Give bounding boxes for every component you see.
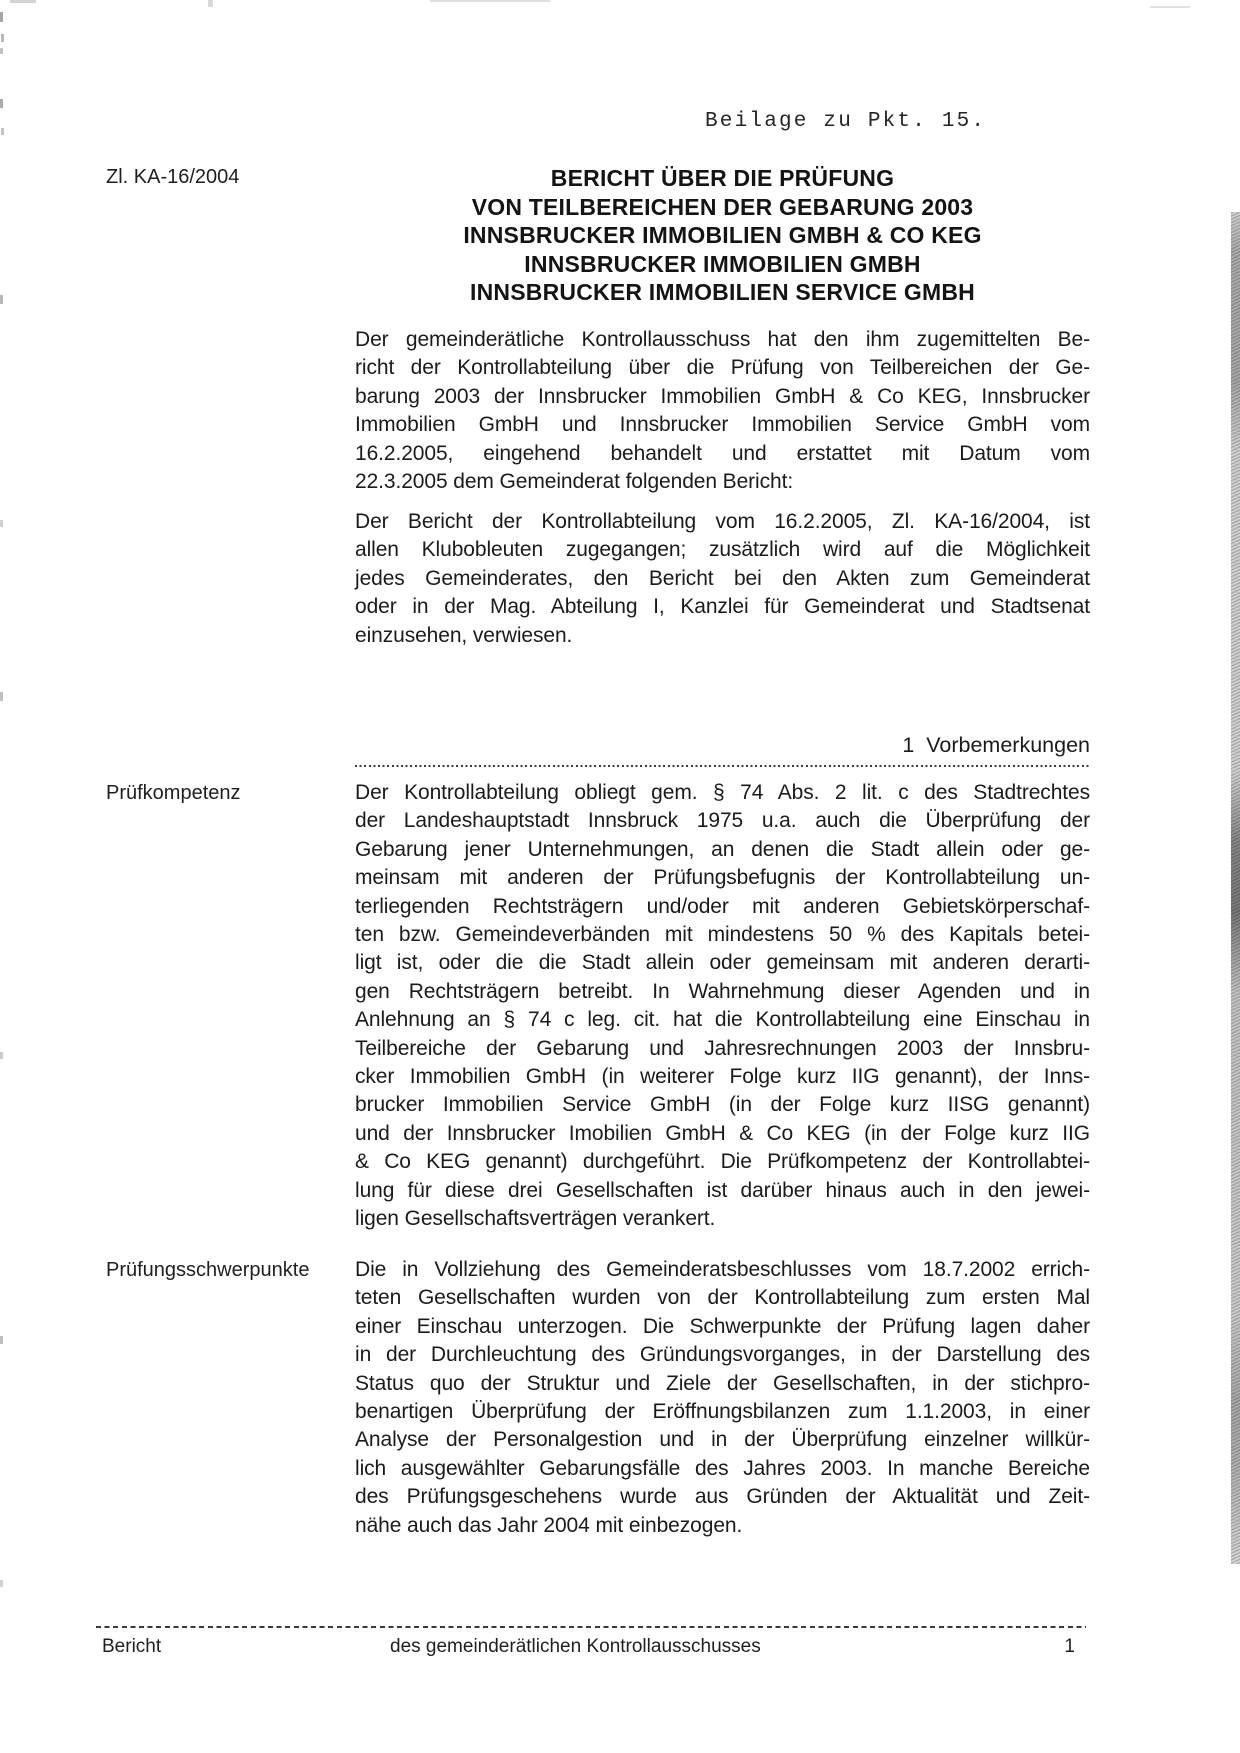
text-line: INNSBRUCKER IMMOBILIEN SERVICE GMBH [470, 279, 975, 305]
text-line: cker Immobilien GmbH (in weiterer Folge kurz IIG genannt), der Inns- [355, 1065, 1090, 1089]
scan-artifact [10, 0, 36, 3]
text-line: und der Innsbrucker Imobilien GmbH & Co KEG (in der Folge kurz IIG [355, 1121, 1090, 1145]
text-line: Der Kontrollabteilung obliegt gem. § 74 Abs. 2 lit. c des Stadtrechtes [355, 781, 1090, 804]
reference-number: Zl. KA-16/2004 [106, 166, 240, 188]
text-line: Analyse der Personalgestion und in der Überprüfung einzelner willkür- [355, 1428, 1090, 1452]
margin-label-pruefungsschwerpunkte: Prüfungsschwerpunkte [106, 1259, 310, 1281]
text-line: ligen Gesellschaftsverträgen verankert. [355, 1207, 716, 1231]
scan-edge-band [1231, 212, 1240, 1564]
scan-artifact [1, 34, 4, 42]
text-line: INNSBRUCKER IMMOBILIEN GMBH [524, 250, 921, 277]
text-line: Anlehnung an § 74 c leg. cit. hat die Kontrollabteilung eine Einschau in [355, 1008, 1090, 1032]
text-line: oder in der Mag. Abteilung I, Kanzlei für Gemeinderat und Stadtsenat [355, 595, 1090, 619]
text-line: VON TEILBEREICHEN DER GEBARUNG 2003 [471, 193, 974, 220]
scan-artifact [0, 520, 3, 527]
text-line: benartigen Überprüfung der Eröffnungsbilanzen zum 1.1.2003, in einer [355, 1400, 1090, 1424]
text-line: ligt ist, oder die die Stadt allein oder gemeinsam mit anderen derarti- [355, 951, 1090, 975]
text-line: Teilbereiche der Gebarung und Jahresrechnungen 2003 der Innsbru- [355, 1036, 1090, 1060]
scan-artifact [0, 1580, 3, 1587]
text-line: brucker Immobilien Service GmbH (in der Folge kurz IISG genannt) [355, 1093, 1090, 1117]
footer-page-number: 1 [1064, 1636, 1075, 1657]
text-line: Gebarung jener Unternehmungen, an denen die Stadt allein oder ge- [355, 837, 1090, 861]
text-line: 22.3.2005 dem Gemeinderat folgenden Bericht: [355, 470, 794, 494]
text-line: des Prüfungsgeschehens wurde aus Gründen der Aktualität und Zeit- [355, 1485, 1090, 1509]
text-line: Der Bericht der Kontrollabteilung vom 16.2.2005, Zl. KA-16/2004, ist [355, 510, 1090, 533]
text-line: einzusehen, verwiesen. [355, 623, 573, 647]
scan-artifact [0, 12, 3, 22]
text-line: in der Durchleuchtung des Gründungsvorganges, in der Darstellung des [355, 1343, 1090, 1367]
footer-rule [96, 1626, 1086, 1628]
section-paragraph-pruefungsschwerpunkte [355, 1256, 1090, 1540]
text-line: richt der Kontrollabteilung über die Prüfung von Teilbereichen der Ge- [355, 356, 1090, 380]
text-line: Immobilien GmbH und Innsbrucker Immobilien Service GmbH vom [355, 413, 1090, 437]
text-line: Status quo der Struktur und Ziele der Gesellschaften, in der stichpro- [355, 1371, 1090, 1395]
scan-artifact [0, 1052, 3, 1059]
text-line: meinsam mit anderen der Prüfungsbefugnis der Kontrollabteilung un- [355, 866, 1090, 890]
text-line: lich ausgewählter Gebarungsfälle des Jahres 2003. In manche Bereiche [355, 1456, 1090, 1480]
text-line: gen Rechtsträgern betreibt. In Wahrnehmung dieser Agenden und in [355, 979, 1090, 1003]
text-line: Der gemeinderätliche Kontrollausschuss hat den ihm zugemittelten Be- [355, 328, 1090, 351]
text-line: einer Einschau unterzogen. Die Schwerpunkte der Prüfung lagen daher [355, 1314, 1090, 1338]
text-line: lung für diese drei Gesellschaften ist darüber hinaus auch in den jewei- [355, 1178, 1090, 1202]
scan-artifact [208, 0, 213, 7]
scan-artifact [0, 48, 3, 54]
intro-paragraph-2 [355, 508, 1090, 650]
intro-paragraph-1 [355, 326, 1090, 496]
section-heading: 1 Vorbemerkungen [902, 733, 1090, 757]
section-heading-rule [355, 765, 1090, 767]
text-line: 16.2.2005, eingehend behandelt und erstattet mit Datum vom [355, 441, 1090, 465]
text-line: allen Klubobleuten zugegangen; zusätzlich wird auf die Möglichkeit [355, 538, 1090, 562]
scan-artifact [1, 128, 4, 135]
text-line: Die in Vollziehung des Gemeinderatsbeschlusses vom 18.7.2002 errich- [355, 1258, 1090, 1281]
report-title [355, 164, 1090, 307]
footer-center: des gemeinderätlichen Kontrollausschusses [390, 1636, 761, 1657]
scan-artifact [430, 0, 550, 2]
scan-artifact [0, 692, 3, 701]
footer-left: Bericht [102, 1636, 162, 1657]
text-line: INNSBRUCKER IMMOBILIEN GMBH & CO KEG [463, 222, 982, 248]
scan-artifact [1150, 6, 1190, 8]
text-line: der Landeshauptstadt Innsbruck 1975 u.a. auch die Überprüfung der [355, 809, 1090, 833]
text-line: teten Gesellschaften wurden von der Kontrollabteilung zum ersten Mal [355, 1286, 1090, 1310]
scan-artifact [0, 295, 3, 304]
text-line: & Co KEG genannt) durchgeführt. Die Prüfkompetenz der Kontrollabtei- [355, 1150, 1090, 1174]
section-paragraph-pruefkompetenz [355, 779, 1090, 1234]
text-line: barung 2003 der Innsbrucker Immobilien GmbH & Co KEG, Innsbrucker [355, 384, 1090, 408]
text-line: jedes Gemeinderates, den Bericht bei den Akten zum Gemeinderat [355, 566, 1090, 590]
scan-artifact [0, 99, 3, 108]
text-line: BERICHT ÜBER DIE PRÜFUNG [550, 165, 895, 191]
margin-label-pruefkompetenz: Prüfkompetenz [106, 782, 241, 804]
text-line: nähe auch das Jahr 2004 mit einbezogen. [355, 1513, 743, 1537]
text-line: terliegenden Rechtsträgern und/oder mit anderen Gebietskörperschaf- [355, 894, 1090, 918]
scan-artifact [0, 1336, 3, 1344]
attachment-note: Beilage zu Pkt. 15. [705, 110, 987, 133]
text-line: ten bzw. Gemeindeverbänden mit mindestens 50 % des Kapitals betei- [355, 923, 1090, 947]
